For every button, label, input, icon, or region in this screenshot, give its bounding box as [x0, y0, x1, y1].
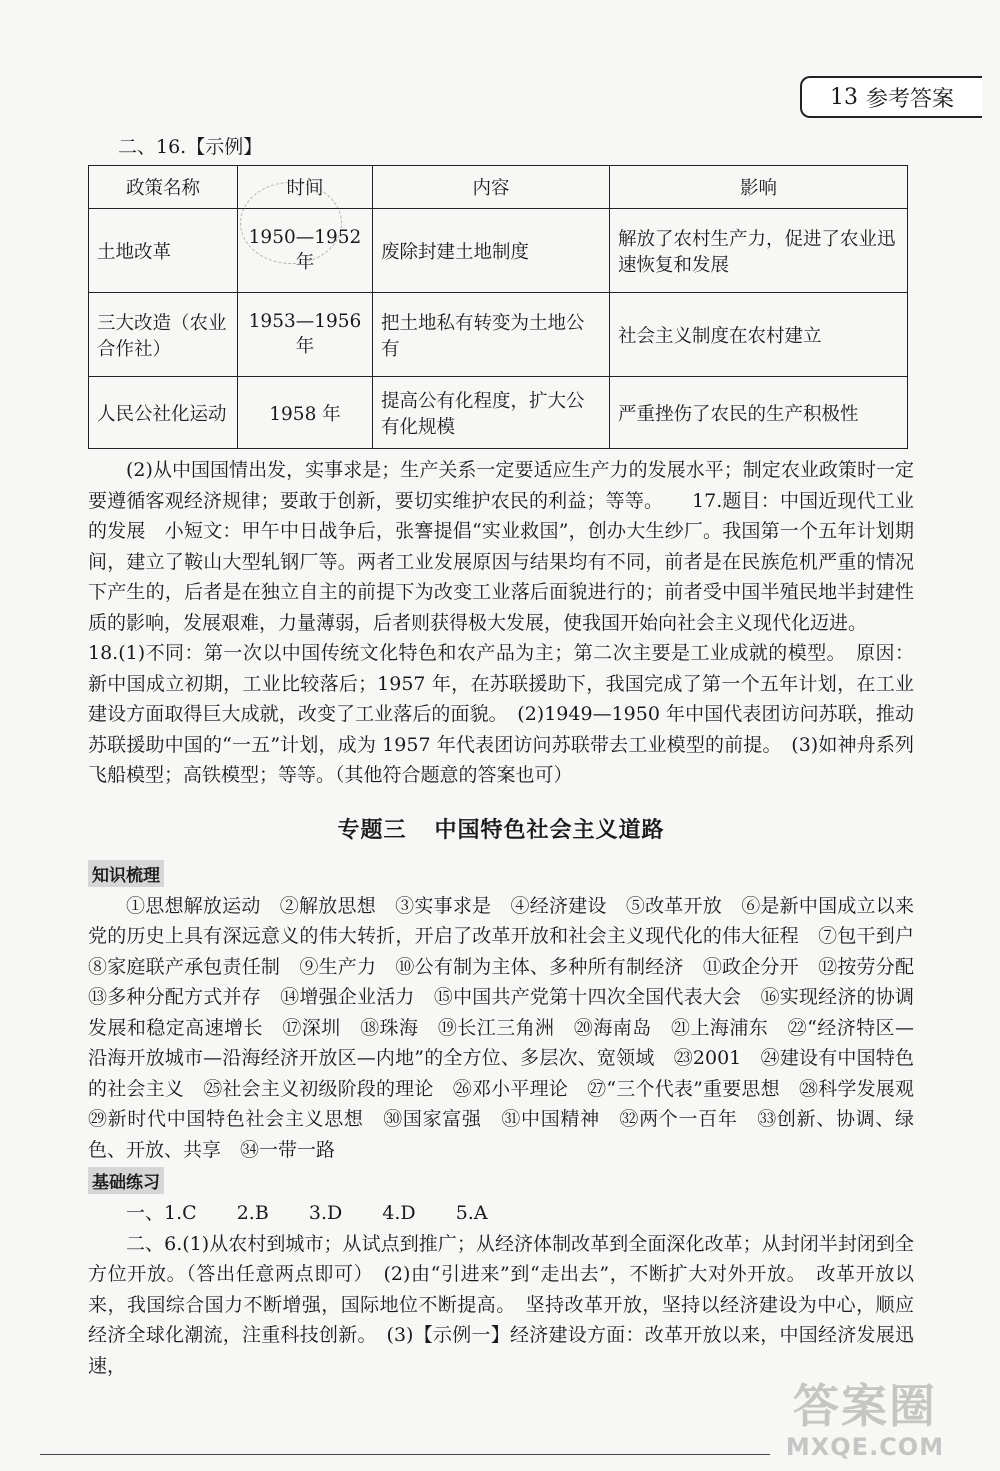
page-number: 13: [829, 84, 858, 110]
page-content: [88, 128, 934, 1381]
table-cell: 1950—1952 年: [238, 209, 373, 293]
choice-answer: 一、1.C: [126, 1202, 197, 1224]
table-header-cell: 内容: [373, 166, 610, 209]
header-title: 参考答案: [865, 86, 954, 112]
table-header-row: [89, 166, 908, 209]
choice-answer: 5.A: [455, 1202, 488, 1224]
footer-divider: [40, 1454, 770, 1455]
watermark-logo: [760, 1379, 970, 1459]
table-cell: 提高公有化程度，扩大公有化规模: [373, 377, 610, 449]
table-row: [89, 209, 908, 293]
table-cell: 废除封建土地制度: [373, 209, 610, 293]
watermark-sub: MXQE.COM: [785, 1433, 945, 1461]
policy-table: [88, 165, 908, 449]
table-cell: 严重挫伤了农民的生产积极性: [610, 377, 908, 449]
choice-answers: [88, 1198, 914, 1229]
answer-paragraph: (2)从中国国情出发，实事求是；生产关系一定要适应生产力的发展水平；制定农业政策时一定要遵循客观经济规律；要敢于创新，要切实维护农民的利益；等等。 17.题目：中国近现代工业的发展 小短文：甲午中日战争后，张謇提倡“实业救国”，创办大生纱厂。我国第一个五年计划期间，建立了鞍山大型轧钢厂等。两者工业发展原因与结果均有不同，前者是在民族危机严重的情况下产生的，后者是在独立自主的前提下为改变工业落后面貌进行的；前者受中国半殖民地半封建性质的影响，发展艰难，力量薄弱，后者则获得极大发展，使我国开始向社会主义现代化迈进。: [88, 459, 914, 634]
topic-name: 专题三: [337, 817, 407, 843]
table-row: [89, 377, 908, 449]
knowledge-paragraph: ①思想解放运动 ②解放思想 ③实事求是 ④经济建设 ⑤改革开放 ⑥是新中国成立以来党的历史上具有深远意义的伟大转折，开启了改革开放和社会主义现代化的伟大征程 ⑦包干到户 ⑧家庭联产承包责任制 ⑨生产力 ⑩公有制为主体、多种所有制经济 ⑪政企分开 ⑫按劳分配 ⑬多种分配方式并存 ⑭增强企业活力 ⑮中国共产党第十四次全国代表大会 ⑯实现经济的协调发展和稳定高速增长 ⑰深圳 ⑱珠海 ⑲长江三角洲 ⑳海南岛 ㉑上海浦东 ㉒“经济特区—沿海开放城市—沿海经济开放区—内地”的全方位、多层次、宽领域 ㉓2001 ㉔建设有中国特色的社会主义 ㉕社会主义初级阶段的理论 ㉖邓小平理论 ㉗“三个代表”重要思想 ㉘科学发展观 ㉙新时代中国特色社会主义思想 ㉚国家富强 ㉛中国精神 ㉜两个一百年 ㉝创新、协调、绿色、开放、共享 ㉞一带一路: [88, 894, 934, 1161]
table-header-cell: 影响: [610, 166, 908, 209]
table-header-cell: 政策名称: [89, 166, 238, 209]
section-label: 二、16.【示例】: [118, 136, 263, 158]
topic-title: [88, 813, 914, 844]
table-cell: 土地改革: [89, 209, 238, 293]
table-cell: 三大改造（农业合作社）: [89, 293, 238, 377]
choice-answer: 3.D: [308, 1202, 343, 1224]
practice-tag: 基础练习: [88, 1167, 164, 1194]
topic-heading: 中国特色社会主义道路: [434, 817, 665, 843]
watermark-main: 答案圈: [793, 1379, 937, 1433]
page-header: [800, 76, 982, 118]
choice-answer: 4.D: [382, 1202, 416, 1224]
choice-answer: 2.B: [236, 1202, 269, 1224]
answer-paragraph: 18.(1)不同：第一次以中国传统文化特色和农产品为主；第二次主要是工业成就的模型。 原因：新中国成立初期，工业比较落后；1957 年，在苏联援助下，我国完成了第一个五年计划，在工业建设方面取得巨大成就，改变了工业落后的面貌。 (2)1949—1950 年中国代表团访问苏联，推动苏联援助中国的“一五”计划，成为 1957 年代表团访问苏联带去工业模型的前提。 (3)如神舟系列飞船模型；高铁模型；等等。（其他符合题意的答案也可）: [88, 642, 914, 786]
table-cell: 1958 年: [238, 377, 373, 449]
table-row: [89, 293, 908, 377]
table-cell: 1953—1956 年: [238, 293, 373, 377]
table-cell: 社会主义制度在农村建立: [610, 293, 908, 377]
table-header-cell: 时间: [238, 166, 373, 209]
table-cell: 把土地私有转变为土地公有: [373, 293, 610, 377]
table-cell: 人民公社化运动: [89, 377, 238, 449]
table-cell: 解放了农村生产力，促进了农业迅速恢复和发展: [610, 209, 908, 293]
answer-paragraph: 二、6.(1)从农村到城市；从试点到推广；从经济体制改革到全面深化改革；从封闭半封闭到全方位开放。（答出任意两点即可） (2)由“引进来”到“走出去”，不断扩大对外开放。 改革开放以来，我国综合国力不断增强，国际地位不断提高。 坚持改革开放，坚持以经济建设为中心，顺应经济全球化潮流，注重科技创新。 (3)【示例一】经济建设方面：改革开放以来，中国经济发展迅速，: [88, 1232, 914, 1377]
knowledge-tag: 知识梳理: [88, 860, 164, 887]
